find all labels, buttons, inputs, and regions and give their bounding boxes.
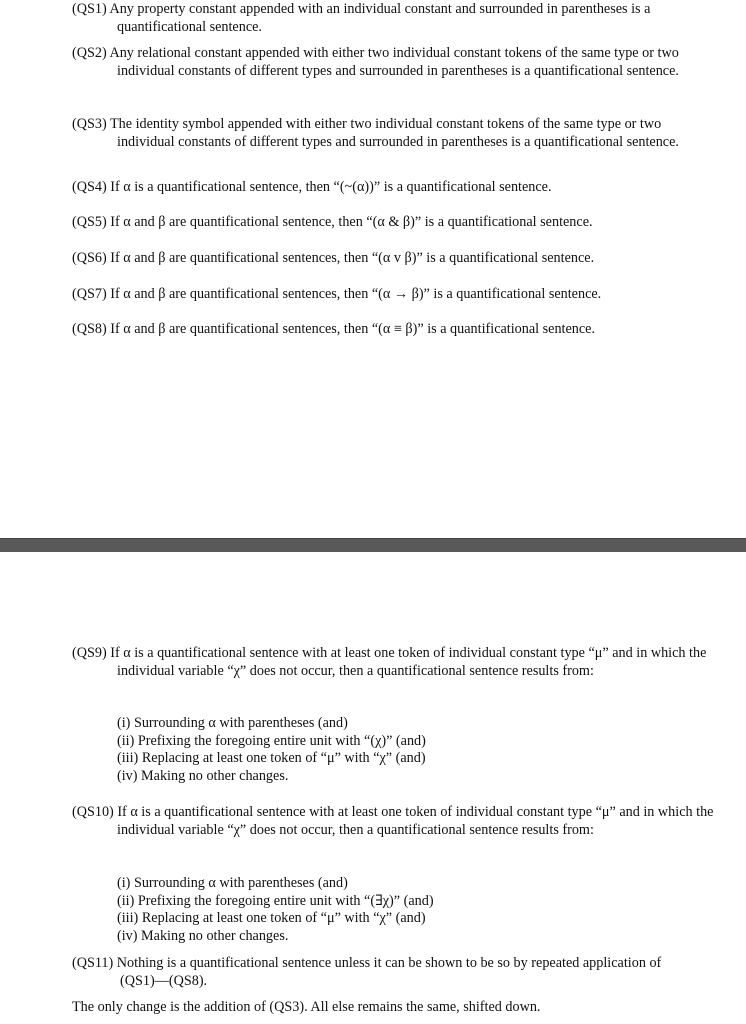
list-item: (iv) Making no other changes.	[117, 767, 289, 784]
rule-body-text: Any property constant appended with an individual constant and surrounded in parentheses is a quantificational sentence.	[109, 1, 651, 35]
rule-label: (QS11)	[72, 955, 114, 971]
list-item: (iv) Making no other changes.	[117, 927, 289, 944]
rule-label: (QS1)	[72, 1, 110, 17]
rule-text	[72, 804, 717, 839]
list-item: (i) Surrounding α with parentheses (and)	[117, 715, 348, 731]
page-divider	[0, 538, 746, 552]
rule-text	[72, 645, 717, 680]
list-item: (iii) Replacing at least one token of “μ” with “χ” (and)	[117, 910, 426, 927]
qs9-steps-list	[117, 715, 426, 785]
rule-label: (QS9)	[72, 645, 107, 661]
rule-text	[72, 45, 707, 80]
footer-note: The only change is the addition of (QS3). All else remains the same, shifted down.	[72, 999, 541, 1015]
rule-qs8: (QS8) If α and β are quantificational sentences, then “(α ≡ β)” is a quantificational sentence.	[72, 321, 596, 337]
rule-qs5: (QS5) If α and β are quantificational sentence, then “(α & β)” is a quantificational sentence.	[72, 214, 593, 230]
list-item: (ii) Prefixing the foregoing entire unit with “(∃χ)” (and)	[117, 892, 434, 909]
list-item: (iii) Replacing at least one token of “μ” with “χ” (and)	[117, 750, 426, 767]
list-item: (i) Surrounding α with parentheses (and)	[117, 875, 348, 891]
rule-text	[72, 116, 707, 151]
rule-label: (QS2)	[72, 45, 107, 61]
qs10-steps-list	[117, 875, 434, 945]
rule-label: (QS10)	[72, 804, 114, 820]
list-item: (ii) Prefixing the foregoing entire unit with “(χ)” (and)	[117, 732, 426, 749]
rule-qs6: (QS6) If α and β are quantificational sentences, then “(α v β)” is a quantificational sentence.	[72, 250, 595, 266]
rule-qs7: (QS7) If α and β are quantificational sentences, then “(α → β)” is a quantificational sentence.	[72, 286, 602, 302]
rule-qs4: (QS4) If α is a quantificational sentence, then “(~(α))” is a quantificational sentence.	[72, 179, 552, 195]
rule-text	[72, 1, 657, 36]
rule-label: (QS3)	[72, 116, 107, 132]
rule-body-text: The identity symbol appended with either two individual constant tokens of the same type or two individual constants of different types and surrounded in parentheses is a quantificational sentence.	[109, 116, 679, 150]
rule-body-text: If α is a quantificational sentence with at least one token of individual constant type “μ” and in which the individual variable “χ” does not occur, then a quantificational sentence results from:	[117, 804, 714, 838]
rule-body-text: If α is a quantificational sentence with at least one token of individual constant type “μ” and in which the individual variable “χ” does not occur, then a quantificational sentence results from:	[110, 645, 707, 679]
rule-text	[72, 955, 680, 990]
rule-body-text: Any relational constant appended with either two individual constant tokens of the same type or two individual constants of different types and surrounded in parentheses is a quantificational sentence.	[109, 45, 679, 79]
rule-body-text: Nothing is a quantificational sentence unless it can be shown to be so by repeated application of (QS1)—(QS8).	[116, 955, 662, 989]
